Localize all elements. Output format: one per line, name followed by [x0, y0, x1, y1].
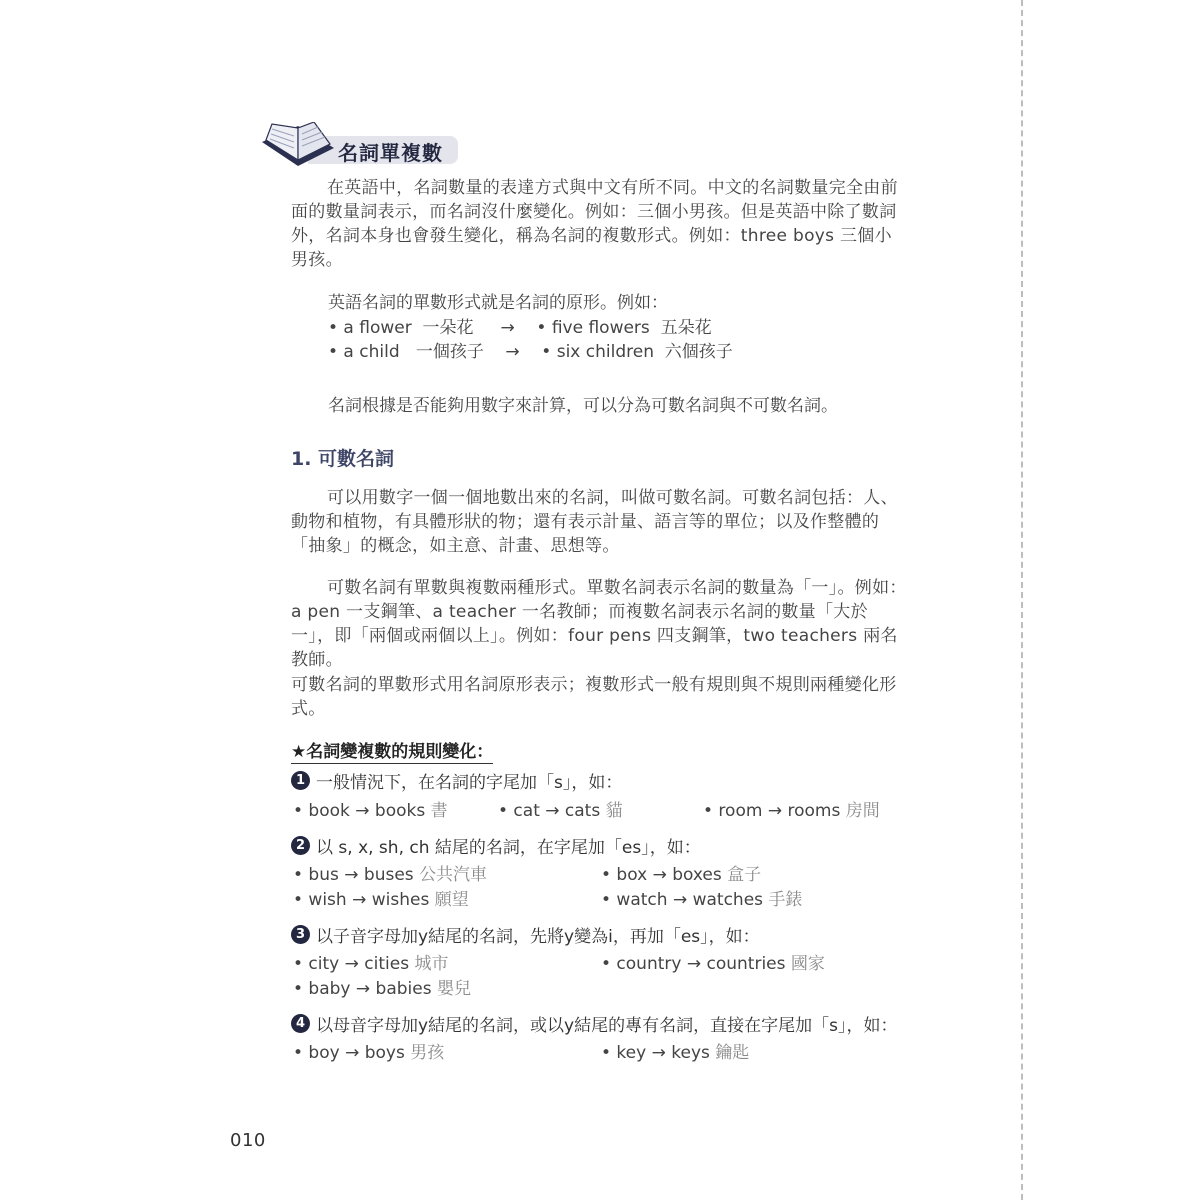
open-book-icon	[258, 122, 340, 174]
rule-text: 以母音字母加y結尾的名詞，或以y結尾的專有名詞，直接在字尾加「s」，如：	[316, 1016, 898, 1036]
example-item: • watch → watches 手錶	[601, 890, 803, 910]
singular-example-2: • a child 一個孩子 → • six children 六個孩子	[328, 342, 733, 362]
rule-number-badge: 2	[291, 836, 310, 855]
rule-2	[291, 833, 701, 858]
rule-3	[291, 922, 760, 947]
rule-number-badge: 4	[291, 1014, 310, 1033]
rule-text: 以 s, x, sh, ch 結尾的名詞，在字尾加「es」，如：	[316, 838, 701, 858]
example-item: • room → rooms 房間	[703, 801, 880, 821]
rules-heading: ★名詞變複數的規則變化：	[291, 737, 493, 764]
page-cut-line	[1021, 0, 1023, 1200]
rule-number-badge: 3	[291, 925, 310, 944]
section-title: 名詞單複數	[338, 141, 443, 165]
section-title-block	[258, 122, 463, 174]
singular-intro: 英語名詞的單數形式就是名詞的原形。例如：	[328, 293, 668, 313]
example-item: • baby → babies 嬰兒	[293, 979, 471, 999]
rule-1	[291, 768, 622, 793]
example-item: • book → books 書	[293, 801, 448, 821]
rule-text: 以子音字母加y結尾的名詞，先將y變為i，再加「es」，如：	[316, 927, 760, 947]
classification-text: 名詞根據是否能夠用數字來計算，可以分為可數名詞與不可數名詞。	[328, 396, 838, 416]
example-item: • wish → wishes 願望	[293, 890, 469, 910]
singular-example-1: • a flower 一朵花 → • five flowers 五朵花	[328, 318, 712, 338]
rule-text: 一般情況下，在名詞的字尾加「s」，如：	[316, 773, 623, 793]
example-item: • boy → boys 男孩	[293, 1043, 445, 1063]
rule-number-badge: 1	[291, 771, 310, 790]
countable-heading: 1. 可數名詞	[291, 448, 395, 470]
countable-paragraph-1: 可以用數字一個一個地數出來的名詞，叫做可數名詞。可數名詞包括：人、動物和植物，有具體形狀的物；還有表示計量、語言等的單位；以及作整體的「抽象」的概念，如主意、計畫、思想等。	[291, 488, 898, 556]
intro-paragraph: 在英語中，名詞數量的表達方式與中文有所不同。中文的名詞數量完全由前面的數量詞表示，而名詞沒什麼變化。例如：三個小男孩。但是英語中除了數詞外，名詞本身也會發生變化，稱為名詞的複數形式。例如：three boys 三個小男孩。	[291, 178, 898, 270]
example-item: • bus → buses 公共汽車	[293, 865, 488, 885]
example-item: • box → boxes 盒子	[601, 865, 762, 885]
example-item: • country → countries 國家	[601, 954, 825, 974]
countable-paragraph-3: 可數名詞的單數形式用名詞原形表示；複數形式一般有規則與不規則兩種變化形式。	[291, 675, 897, 719]
example-item: • city → cities 城市	[293, 954, 449, 974]
page-number: 010	[230, 1130, 266, 1151]
example-item: • key → keys 鑰匙	[601, 1043, 750, 1063]
rule-4	[291, 1011, 897, 1036]
countable-paragraph-2: 可數名詞有單數與複數兩種形式。單數名詞表示名詞的數量為「一」。例如：a pen 一支鋼筆、a teacher 一名教師；而複數名詞表示名詞的數量「大於一」，即「兩個或兩個以上」。例如：four pens 四支鋼筆，two teachers 兩名教師。	[291, 578, 907, 670]
example-item: • cat → cats 貓	[498, 801, 623, 821]
